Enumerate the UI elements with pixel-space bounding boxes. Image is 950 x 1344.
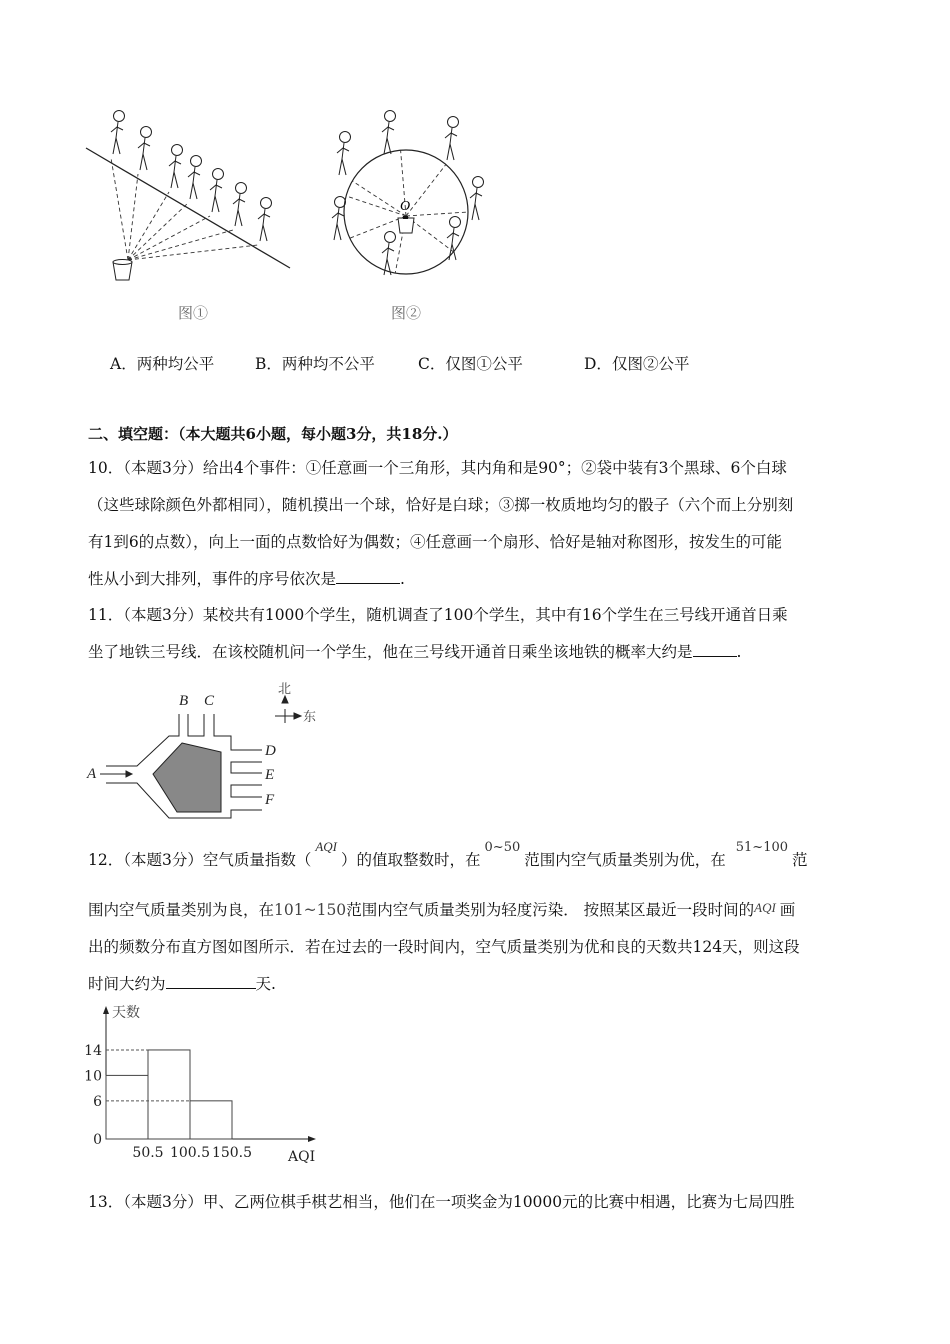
- stick-figure: [188, 156, 202, 200]
- y-axis-arrow: [103, 1006, 109, 1014]
- option-letter: D．: [584, 355, 612, 373]
- stick-figure: [138, 127, 152, 171]
- dashed-line: [128, 174, 138, 260]
- q12-text: ）的值取整数时，在: [341, 851, 481, 869]
- y-tick-label: 14: [84, 1042, 102, 1059]
- label-d: D: [265, 743, 276, 759]
- q11-end: .: [736, 643, 742, 661]
- section-heading: 二、填空题：（本大题共6小题，每小题3分，共18分.）: [88, 425, 458, 443]
- q12-line-4: [88, 974, 276, 994]
- stick-figure: [337, 132, 351, 176]
- label-e: E: [265, 767, 275, 783]
- stick-figure: [445, 117, 459, 161]
- range-good: 0~50: [484, 840, 521, 855]
- option-a[interactable]: [110, 352, 214, 374]
- dashed-line: [350, 216, 406, 238]
- q12-line-2: [88, 900, 795, 921]
- aqi-term: AQI: [315, 839, 338, 854]
- figure-1-line-toss: [80, 100, 310, 300]
- q12-text: 12．（本题3分）空气质量指数（: [88, 851, 312, 869]
- q10-line-4: [88, 569, 405, 589]
- dashed-line: [128, 245, 258, 260]
- dashed-line: [346, 196, 406, 216]
- x-tick-label: 100.5: [169, 1145, 211, 1161]
- option-text: 两种均不公平: [281, 355, 375, 373]
- option-c[interactable]: [418, 352, 523, 374]
- dashed-line: [352, 181, 406, 216]
- label-a: A: [87, 766, 97, 782]
- y-axis-label: 天数: [112, 1005, 140, 1021]
- q11-line-1: 11．（本题3分）某校共有1000个学生，随机调查了100个学生，其中有16个学生在三号线开通首日乘: [88, 606, 788, 624]
- q12-line-3: 出的频数分布直方图如图所示．若在过去的一段时间内，空气质量类别为优和良的天数共124天，则这段: [88, 938, 800, 956]
- q10-line-3: 有1到6的点数），向上一面的点数恰好为偶数；④任意画一个扇形、恰好是轴对称图形，按发生的可能: [88, 533, 782, 551]
- q10-answer-blank[interactable]: [336, 569, 400, 584]
- dashed-line: [406, 165, 446, 216]
- north-label: 北: [278, 682, 292, 697]
- figure-1-caption: 图①: [178, 304, 209, 322]
- option-b[interactable]: [255, 352, 375, 374]
- dashed-line: [111, 158, 128, 260]
- stick-figure: [169, 145, 183, 189]
- q10-line-2: （这些球除颜色外都相同），随机摸出一个球，恰好是白球；③掷一枚质地均匀的骰子（六个而上分别刻: [88, 496, 794, 514]
- range-light-pollution: 101~150: [274, 901, 347, 919]
- label-f: F: [265, 792, 275, 808]
- stick-figure: [447, 217, 461, 261]
- subway-map-figure: [80, 665, 340, 825]
- q10-line-1: 10．（本题3分）给出4个事件：①任意画一个三角形，其内角和是90°；②袋中装有3个黑球、6个白球: [88, 459, 787, 477]
- x-axis-label: AQI: [288, 1149, 316, 1165]
- y-tick-label: 6: [93, 1093, 102, 1110]
- q12-text: 范: [792, 851, 808, 869]
- y-tick-label: 10: [84, 1068, 102, 1085]
- q12-text: 时间大约为: [88, 975, 166, 993]
- option-letter: B．: [255, 355, 282, 373]
- option-d[interactable]: [584, 352, 689, 374]
- x-tick-label: 50.5: [132, 1145, 164, 1161]
- q12-text: 天.: [255, 975, 276, 993]
- stick-figure: [210, 169, 224, 213]
- histogram-bar: [190, 1101, 232, 1139]
- stick-figure: [233, 183, 247, 227]
- histogram-bar: [148, 1050, 190, 1139]
- q11-line-2: [88, 642, 741, 662]
- stick-figure: [332, 197, 346, 241]
- x-axis-arrow: [308, 1136, 316, 1142]
- q12-text: 画: [779, 901, 796, 919]
- option-letter: A．: [110, 355, 137, 373]
- bucket-icon: [398, 218, 414, 233]
- stick-figure: [258, 198, 272, 242]
- q10-end: .: [400, 570, 405, 588]
- range-fair: 51~100: [735, 840, 789, 855]
- stick-figure: [111, 111, 125, 155]
- x-tick-label: 150.5: [211, 1145, 253, 1161]
- histogram-bar: [106, 1075, 148, 1139]
- option-text: 两种均公平: [136, 355, 215, 373]
- center-label-o: O: [400, 199, 411, 214]
- shaded-block: [153, 743, 221, 812]
- q12-text: 范围内空气质量类别为优，在: [524, 851, 726, 869]
- label-b: B: [179, 693, 189, 709]
- stick-figure: [382, 232, 396, 276]
- q10-text: 性从小到大排列，事件的序号依次是: [88, 570, 337, 588]
- q12-answer-blank[interactable]: [166, 974, 256, 989]
- q12-text: 范围内空气质量类别为轻度污染． 按照某区最近一段时间的: [346, 901, 755, 919]
- figure-2-circle-toss: [330, 110, 500, 290]
- q11-answer-blank[interactable]: [693, 642, 737, 657]
- aqi-histogram: [80, 1000, 340, 1175]
- q12-text: 围内空气质量类别为良，在: [88, 901, 275, 919]
- east-label: 东: [303, 710, 317, 725]
- q13-line-1: 13．（本题3分）甲、乙两位棋手棋艺相当，他们在一项奖金为10000元的比赛中相遇，比赛为七局四胜: [88, 1193, 795, 1211]
- q11-text: 坐了地铁三号线．在该校随机问一个学生，他在三号线开通首日乘坐该地铁的概率大约是: [88, 643, 693, 661]
- figure-2-caption: 图②: [391, 304, 422, 322]
- stick-figure: [382, 111, 396, 155]
- dashed-line: [128, 216, 210, 260]
- aqi-term: AQI: [754, 900, 776, 915]
- option-letter: C．: [418, 355, 446, 373]
- y-tick-label: 0: [93, 1132, 102, 1148]
- option-text: 仅图②公平: [611, 355, 690, 373]
- dashed-line: [406, 212, 468, 216]
- option-text: 仅图①公平: [445, 355, 523, 373]
- label-c: C: [204, 693, 215, 709]
- stick-figure: [470, 177, 484, 221]
